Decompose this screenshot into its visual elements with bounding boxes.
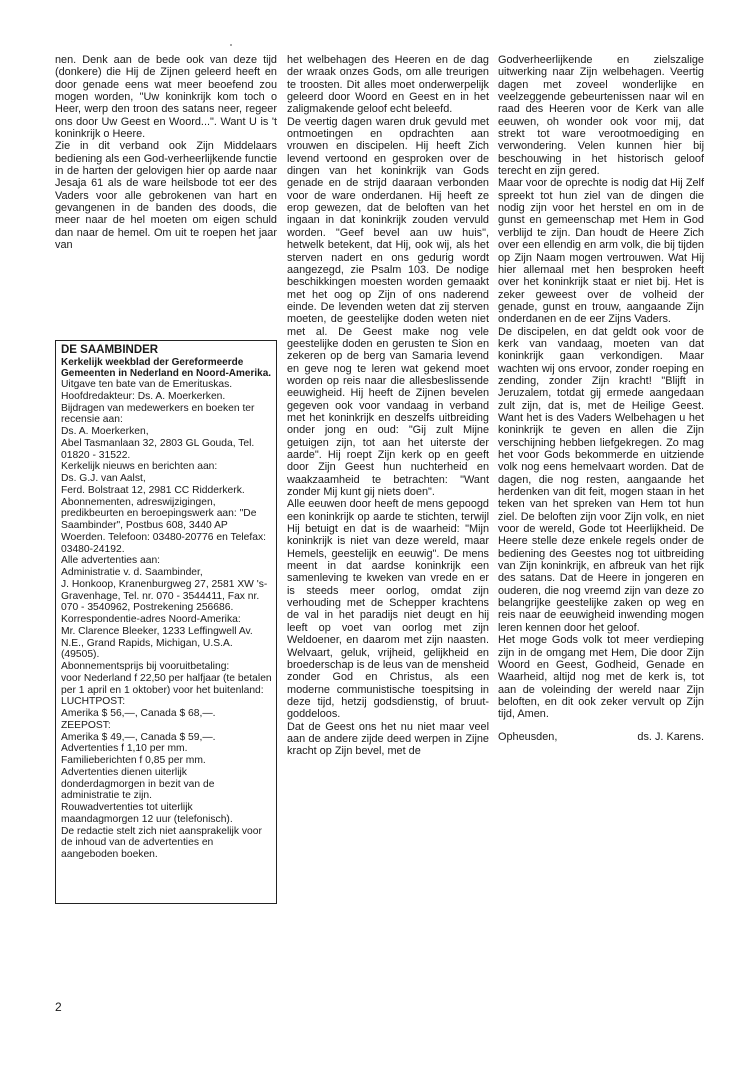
paragraph: De discipelen, en dat geldt ook voor de kerk van vandaag, moeten van dat koninkrijk gaan verkondigen. Maar wachten wij ons ervoor, zonder roeping en zending, zonder Zijn kracht! "Blijft in Jeruzalem, totdat gij ermede aangedaan zult zijn, dat is, met de Heilige Geest. Want het is des Vaders Welbehagen u het koninkrijk te geven en allen die Zijn verschijning hebben liefgekregen. Zo mag het voor Gods bekommerde en uitziende volk nog eens hemelvaart worden. Dat de dagen, die nog resten, aangaande het herdenken van dit feit, mogen staan in het teken van het spreken van Hem tot hun ziel. De beloften zijn voor Zijn volk, en niet voor de wereld, Gode tot Heerlijkheid. De Heere stelle deze enkele regels onder de bediening des Geestes nog tot uitbreiding van Zijn koninkrijk, en afbreuk van het rijk des satans. Dat de Heere in jongeren en ouderen, die nog vreemd zijn van deze zo belangrijke geestelijke zaken op weg en reis naar de eeuwigheid inwending mogen leren kennen door het geloof. — [498, 325, 704, 634]
colophon-line: Abel Tasmanlaan 32, 2803 GL Gouda, Tel. 01820 - 31522. — [61, 437, 255, 461]
colophon-line: Administratie v. d. Saambinder, — [61, 567, 203, 578]
colophon-line: Amerika $ 56,—, Canada $ 68,—. — [61, 708, 216, 719]
colophon-line: Uitgave ten bate van de Emerituskas. — [61, 379, 233, 390]
paragraph: het welbehagen des Heeren en de dag der wraak onzes Gods, om alle treurigen te troosten. Dit alles moet onderwerpelijk geleerd door Woord en Geest en in het zaligmakende geloof echt beleefd. — [287, 54, 489, 116]
colophon-line: Abonnementsprijs bij vooruitbetaling: — [61, 661, 230, 672]
colophon-line: Mr. Clarence Bleeker, 1233 Leffingwell Av. N.E., Grand Rapids, Michigan, U.S.A. (49505). — [61, 625, 253, 661]
colophon-line: Ds. A. Moerkerken, — [61, 426, 149, 437]
colophon-line: voor Nederland f 22,50 per halfjaar (te betalen per 1 april en 1 oktober) voor het buitenland: — [61, 672, 272, 696]
colophon-lines — [61, 379, 272, 861]
article-column-3 — [498, 54, 704, 743]
paragraph: Het moge Gods volk tot meer verdieping zijn in de omgang met Hem, Die door Zijn Woord en Geest, Godheid, Genade en Waarheid, altijd nog met de kerk is, tot aan de voleinding der wereld naar Zijn beloften, en dit ook zeker vervult op Zijn tijd, Amen. — [498, 634, 704, 721]
colophon-line: Alle advertenties aan: — [61, 555, 161, 567]
colophon-line: Advertenties f 1,10 per mm. — [61, 743, 188, 755]
paragraph: Alle eeuwen door heeft de mens gepoogd een koninkrijk op aarde te stichten, terwijl Hij betuigt en dat is de waarheid: "Mijn koninkrijk is niet van deze wereld, maar Hemels, geestelijk en eeuwig". De mens meent in dat aardse koninkrijk een samenleving te kweken van vrede en er is steeds meer oorlog, omdat zijn verhouding met de Schepper krachtens de val in het paradijs niet deugt en hij leeft op voet van oorlog met zijn Weldoener, en daarom met zijn naasten. Welvaart, geluk, vrijheid, gelijkheid en broederschap is de leus van de mensheid zonder God en Christus, als een moderne communistische toespitsing in deze tijd, hetzij godsdienstig, of bruut-goddeloos. — [287, 498, 489, 721]
paragraph: Maar voor de oprechte is nodig dat Hij Zelf spreekt tot hun ziel van de dingen die nodig zijn voor het herstel en om in de gunst en gemeenschap met Hem in God verblijd te zijn. Dan houdt de Heere Zich over een ellendig en arm volk, die bij tijden op Zijn Naam mogen vertrouwen. Wat Hij hier allemaal met hen besproken heeft over het koninkrijk staat er niet bij. Het is zeker geweest over de volheid der genade, gunst en trouw, aangaande Zijn onderdanen en de eer Zijns Vaders. — [498, 177, 704, 326]
colophon-line: Abonnementen, adreswijzigingen, predikbeurten en beroepingswerk aan: "De Saambinder", Postbus 608, 3440 AP Woerden. Telefoon: 03480-20776 en Telefax: 03480-24192. — [61, 496, 266, 555]
signature-place: Opheusden, — [498, 730, 558, 743]
colophon-line: Amerika $ 49,—, Canada $ 59,—. — [61, 731, 216, 743]
colophon-line: LUCHTPOST: — [61, 696, 126, 708]
colophon-line: Rouwadvertenties tot uiterlijk maandagmorgen 12 uur (telefonisch). — [61, 802, 233, 825]
colophon-line: De redactie stelt zich niet aansprakelijk voor de inhoud van de advertenties en aangeboden boeken. — [61, 825, 262, 860]
signature-name: ds. J. Karens. — [637, 730, 704, 743]
colophon-line: Korrespondentie-adres Noord-Amerika: — [61, 614, 241, 625]
colophon-line: Ds. G.J. van Aalst, — [61, 473, 146, 484]
paragraph: Zie in dit verband ook Zijn Middelaars bediening als een God-verheerlijkende functie in de harten der gelovigen hier op aarde naar Jesaja 61 als de ware heilsbode tot eer des Vaders voor alle gebrokenen van hart en gevangenen in de banden des doods, die meer naar de hel moeten om eigen schuld dan naar de hemel. Om uit te roepen het jaar van — [55, 140, 277, 252]
colophon-line: Familieberichten f 0,85 per mm. — [61, 755, 206, 766]
signature — [498, 731, 704, 743]
article-column-2 — [287, 54, 489, 758]
colophon-box — [55, 340, 277, 904]
paragraph: Dat de Geest ons het nu niet maar veel aan de andere zijde deed werpen in Zijne kracht op Zijn bevel, met de — [287, 720, 489, 758]
colophon-line: Advertenties dienen uiterlijk donderdagmorgen in bezit van de administratie te zijn. — [61, 766, 215, 802]
paragraph: Godverheerlijkende en zielszalige uitwerking naar Zijn welbehagen. Veertig dagen met zoveel wonderlijke en veelzeggende gebeurtenissen naar wil en raad des Heeren voor de Kerk van alle eeuwen, oh wonder ook voor mij, dat strekt tot ware verootmoediging en verwondering. Velen kunnen hier bij beschouwing in het historisch geloof terecht en zijn gered. — [498, 54, 704, 178]
paragraph: nen. Denk aan de bede ook van deze tijd (donkere) die Hij de Zijnen geleerd heeft en door genade eens wat meer beoefend zou mogen worden, "Uw koninkrijk kom toch o Heer, werp den troon des satans neer, regeer ons door Uw Geest en Woord...". Want U is 't koninkrijk o Heere. — [55, 54, 277, 141]
colophon-line: Hoofdredakteur: Ds. A. Moerkerken. — [61, 390, 226, 402]
paragraph: De veertig dagen waren druk gevuld met ontmoetingen en opdrachten aan vrouwen en discipelen. Hij heeft Zich levend vertoond en gesproken over de dingen van het koninkrijk van Gods genade en de strijd daaraan verbonden voor de ware onderdanen. Hij heeft ze erop gewezen, dat de beloften van het ingaan in dat koninkrijk zouden vervuld worden. "Geef bevel aan uw huis", hetwelk betekent, dat Hij, ook wij, als het sterven nadert en ons gedurig wordt aangezegd, zie Psalm 103. De nodige beschikkingen moesten worden gemaakt met het oog op Zijn of ons naderend einde. De levenden weten dat zij sterven moeten, de geestelijke doden weten niet met al. De Geest make nog vele geestelijke doden en gerusten te Sion en zekeren op de berg van Samaria levend en geve nog te leren wat gekend moet worden op reis naar die allesbeslissende eeuwigheid. Hij heeft de Zijnen bevelen gegeven ook voor vandaag in verband met het koninkrijk en deszelfs uitbreiding onder jong en oud: "Gij zult Mijne getuigen zijn, tot aan het uiterste der aarde". Hij roept Zijn kerk op en geeft door Zijn Geest hun nuchterheid en waakzaamheid te betrachten: "Want zonder Mij kunt gij niets doen". — [287, 115, 489, 499]
colophon-title: DE SAAMBINDER — [61, 344, 159, 356]
colophon-line: Ferd. Bolstraat 12, 2981 CC Ridderkerk. — [61, 484, 245, 496]
print-speck — [230, 44, 232, 46]
colophon-line: ZEEPOST: — [61, 719, 111, 731]
page-number: 2 — [55, 1000, 62, 1014]
colophon-line: Bijdragen van medewerkers en boeken ter recensie aan: — [61, 402, 255, 426]
colophon-line: Kerkelijk nieuws en berichten aan: — [61, 461, 218, 473]
article-column-1 — [55, 54, 277, 252]
colophon-line: J. Honkoop, Kranenburgweg 27, 2581 XW 's-Gravenhage, Tel. nr. 070 - 3544411, Fax nr. 070 - 3540962, Postrekening 256686. — [61, 578, 268, 614]
colophon-subtitle: Kerkelijk weekblad der Gereformeerde Gemeenten in Nederland en Noord-Amerika. — [61, 357, 272, 379]
